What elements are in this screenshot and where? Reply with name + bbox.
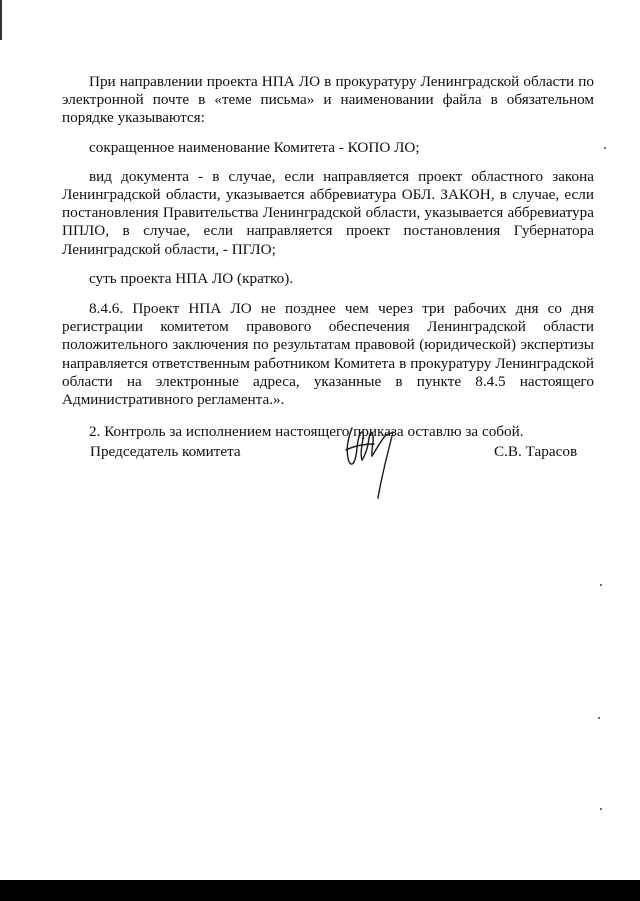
scan-speck [604,147,606,149]
paragraph-submission-rules: При направлении проекта НПА ЛО в прокуратуру Ленинградской области по электронной почте в «теме письма» и наименовании файла в обязательном порядке указываются: [62,73,594,127]
document-body [62,73,594,441]
signatory-title: Председатель комитета [90,443,241,460]
paragraph-summary: суть проекта НПА ЛО (кратко). [89,269,294,287]
scan-speck [598,717,600,719]
paragraph-control: 2. Контроль за исполнением настоящего приказа оставлю за собой. [89,423,524,441]
paragraph-committee-abbreviation: сокращенное наименование Комитета - КОПО ЛО; [89,138,420,156]
scan-edge-mark [0,0,2,40]
signatory-name: С.В. Тарасов [494,443,578,460]
scan-speck [600,584,602,586]
paragraph-8-4-6: 8.4.6. Проект НПА ЛО не позднее чем через три рабочих дня со дня регистрации комитетом правового обеспечения Ленинградской области положительного заключения по результатам правовой (юридической) экспертизы направляется ответственным работником Комитета в прокуратуру Ленинградской области на электронные адреса, указанные в пункте 8.4.5 настоящего Административного регламента.». [62,300,594,409]
handwritten-signature [338,418,400,500]
scan-bottom-border [0,880,640,901]
scan-speck [600,808,602,810]
paragraph-document-type: вид документа - в случае, если направляется проект областного закона Ленинградской области, указывается аббревиатура ОБЛ. ЗАКОН, в случае, если постановления Правительства Ленинградской области, указывается аббревиатура ППЛО, в случае, если направляется проект постановления Губернатора Ленинградской области, - ПГЛО; [62,167,594,258]
